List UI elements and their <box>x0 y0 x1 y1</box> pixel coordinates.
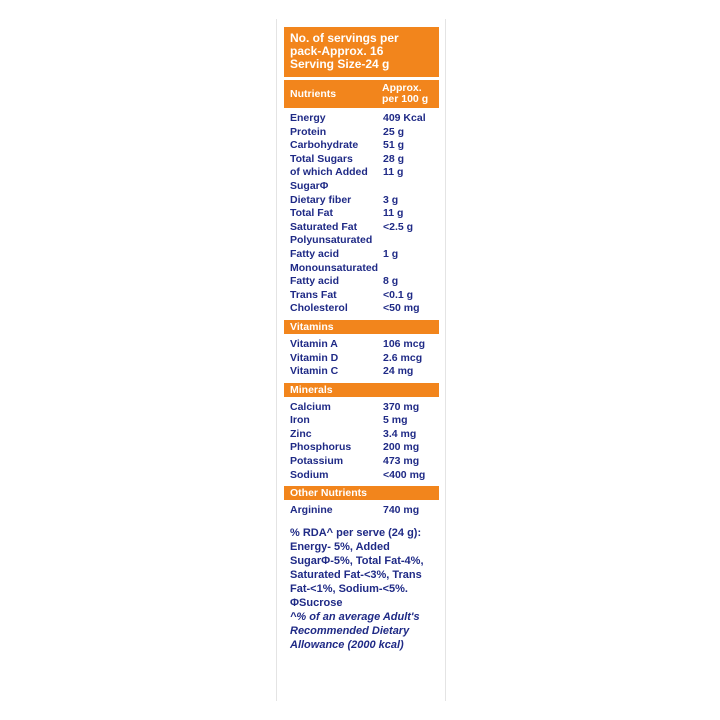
mineral-row <box>290 441 433 455</box>
nutrients-header <box>284 80 439 108</box>
other-nutrients-header: Other Nutrients <box>284 486 439 500</box>
minerals-header: Minerals <box>284 383 439 397</box>
nutrient-name: Polyunsaturated <box>290 234 373 247</box>
nutrient-name: Fatty acid <box>290 275 340 288</box>
nutrient-value: 409 Kcal <box>383 112 426 124</box>
nutrient-row <box>290 262 433 276</box>
footnote-italic-line: Allowance (2000 kcal) <box>290 638 404 651</box>
nutrient-value: 11 g <box>383 207 404 220</box>
mineral-name: Phosphorus <box>290 441 352 454</box>
nutrient-value: 28 g <box>383 152 405 165</box>
footnote-italic-line: ^% of an average Adult's <box>290 610 420 623</box>
mineral-row <box>290 414 433 428</box>
nutrient-row <box>290 289 433 303</box>
vitamin-name: Vitamin D <box>290 351 339 364</box>
nutrient-value <box>383 234 433 248</box>
footnote-line: Fat-<1%, Sodium-<5%. <box>290 582 408 595</box>
nutrient-value: 1 g <box>383 247 399 260</box>
mineral-name: Calcium <box>290 400 331 413</box>
mineral-row <box>290 401 433 415</box>
servings-box <box>284 27 439 77</box>
nutrient-value: <2.5 g <box>383 220 414 233</box>
footnote-line: % RDA^ per serve (24 g): <box>290 526 422 539</box>
nutrient-name: Dietary fiber <box>290 193 352 206</box>
nutrient-row <box>290 248 433 262</box>
nutrient-value: 11 g <box>383 166 404 179</box>
footnote-line: Saturated Fat-<3%, Trans <box>290 568 422 581</box>
nutrient-row <box>290 180 433 194</box>
mineral-value: 3.4 mg <box>383 427 417 440</box>
mineral-value: 473 mg <box>383 455 420 468</box>
nutrient-row <box>290 166 433 180</box>
vitamin-row <box>290 365 433 379</box>
nutrient-name: Protein <box>290 125 327 138</box>
nutrient-value <box>383 180 433 194</box>
nutrient-row <box>290 126 433 140</box>
footnote-line: SugarΦ-5%, Total Fat-4%, <box>290 554 424 567</box>
nutrient-row <box>290 112 433 126</box>
vitamin-name: Vitamin C <box>290 365 339 378</box>
vitamins-list <box>284 334 439 379</box>
mineral-value: 5 mg <box>383 414 408 427</box>
mineral-value: 200 mg <box>383 441 420 454</box>
vitamin-row <box>290 352 433 366</box>
footnote-line: Energy- 5%, Added <box>290 540 390 553</box>
per-100g-line1: Approx. <box>382 82 422 94</box>
mineral-row <box>290 455 433 469</box>
nutrient-name: Total Fat <box>290 207 333 220</box>
servings-line: pack-Approx. 16 <box>290 44 384 58</box>
nutrient-name: Total Sugars <box>290 152 353 165</box>
nutrition-label <box>284 27 439 652</box>
other-nutrient-value: 740 mg <box>383 504 420 517</box>
servings-line: Serving Size-24 g <box>290 57 390 71</box>
nutrient-row <box>290 194 433 208</box>
nutrient-row <box>290 302 433 316</box>
vitamin-value: 106 mcg <box>383 337 426 350</box>
nutrient-name: Carbohydrate <box>290 139 359 152</box>
nutrient-row <box>290 153 433 167</box>
nutrients-list <box>284 108 439 316</box>
mineral-name: Iron <box>290 414 310 427</box>
nutrient-name: of which Added <box>290 166 368 179</box>
nutrients-header-label: Nutrients <box>290 87 337 100</box>
mineral-row <box>290 428 433 442</box>
vitamin-value: 2.6 mcg <box>383 351 423 364</box>
mineral-name: Sodium <box>290 468 329 481</box>
mineral-row <box>290 469 433 483</box>
nutrient-row <box>290 207 433 221</box>
nutrient-row <box>290 234 433 248</box>
nutrient-name: Cholesterol <box>290 302 348 315</box>
nutrient-name: Saturated Fat <box>290 220 358 233</box>
mineral-name: Zinc <box>290 427 312 440</box>
nutrient-value: 3 g <box>383 193 399 206</box>
nutrient-name: Monounsaturated <box>290 261 379 274</box>
nutrient-row <box>290 221 433 235</box>
vitamin-value: 24 mg <box>383 365 414 378</box>
vitamin-row <box>290 338 433 352</box>
rda-footnote <box>284 518 439 652</box>
mineral-value: <400 mg <box>383 468 426 481</box>
nutrient-value <box>383 262 433 276</box>
vitamin-name: Vitamin A <box>290 337 338 350</box>
other-nutrients-list <box>284 500 439 518</box>
nutrient-value: 51 g <box>383 139 405 152</box>
nutrient-value: 8 g <box>383 275 399 288</box>
nutrient-name: Trans Fat <box>290 288 337 301</box>
nutrient-name: Energy <box>290 112 326 124</box>
nutrient-value: 25 g <box>383 125 405 138</box>
other-nutrient-name: Arginine <box>290 504 333 517</box>
nutrient-value: <50 mg <box>383 302 420 315</box>
per-100g-header <box>382 83 433 105</box>
vitamins-header: Vitamins <box>284 320 439 334</box>
mineral-value: 370 mg <box>383 400 420 413</box>
servings-line: No. of servings per <box>290 31 399 45</box>
minerals-list <box>284 397 439 483</box>
per-100g-line2: per 100 g <box>382 93 429 105</box>
footnote-line: ΦSucrose <box>290 596 343 609</box>
nutrient-name: Fatty acid <box>290 247 340 260</box>
other-nutrient-row <box>290 504 433 518</box>
nutrient-name: SugarΦ <box>290 179 329 192</box>
nutrient-row <box>290 275 433 289</box>
nutrient-value: <0.1 g <box>383 288 414 301</box>
footnote-italic-line: Recommended Dietary <box>290 624 410 637</box>
nutrient-row <box>290 139 433 153</box>
mineral-name: Potassium <box>290 455 344 468</box>
